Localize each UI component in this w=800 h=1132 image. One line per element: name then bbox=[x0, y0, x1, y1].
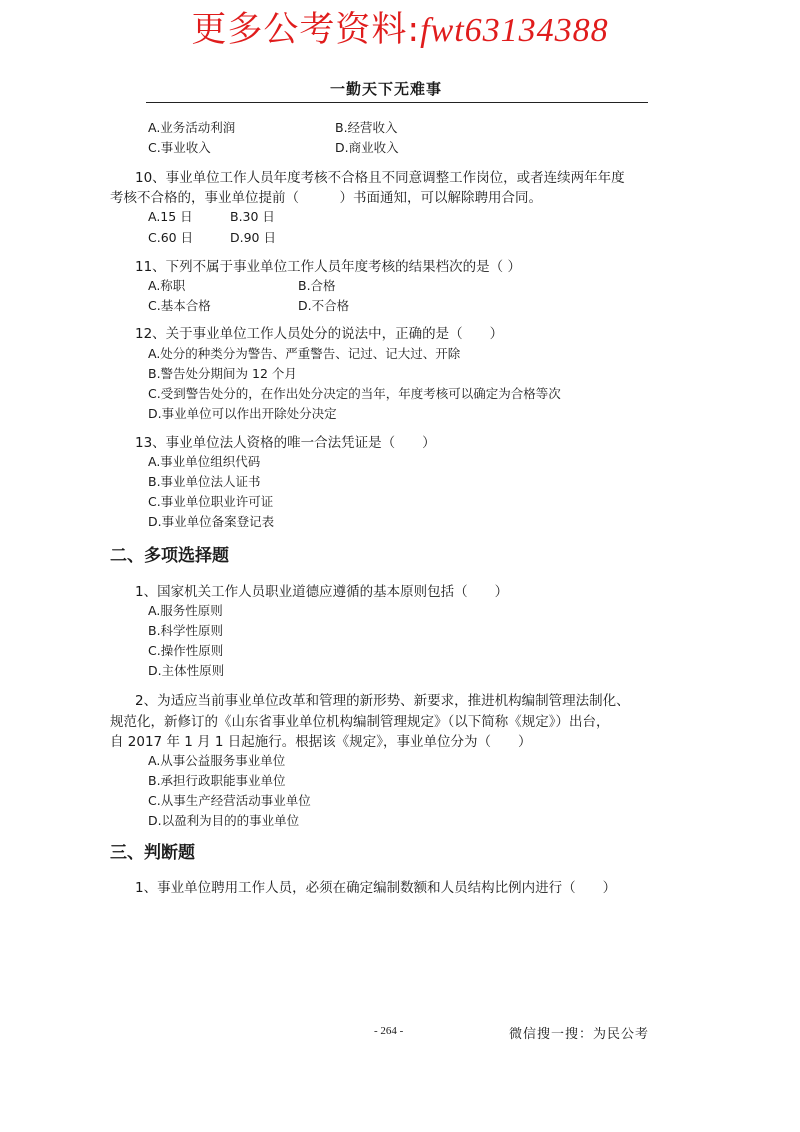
q12-text: 12、关于事业单位工作人员处分的说法中，正确的是（ ） bbox=[135, 326, 504, 342]
q12-option-d: D.事业单位可以作出开除处分决定 bbox=[148, 406, 337, 421]
q12-option-b: B.警告处分期间为 12 个月 bbox=[148, 366, 297, 381]
promo-banner-cn: 更多公考资料: bbox=[191, 10, 421, 50]
q13-option-d: D.事业单位备案登记表 bbox=[148, 514, 275, 529]
q11-text: 11、下列不属于事业单位工作人员年度考核的结果档次的是（ ） bbox=[135, 259, 521, 275]
m2-option-a: A.从事公益服务事业单位 bbox=[148, 753, 286, 768]
m1-option-c: C.操作性原则 bbox=[148, 643, 224, 658]
q12-option-c: C.受到警告处分的，在作出处分决定的当年，年度考核可以确定为合格等次 bbox=[148, 386, 561, 401]
q13-option-a: A.事业单位组织代码 bbox=[148, 454, 261, 469]
q11-option-d: D.不合格 bbox=[298, 298, 350, 313]
q11-option-c: C.基本合格 bbox=[148, 298, 211, 313]
section-multiple-choice-title: 二、多项选择题 bbox=[110, 546, 229, 566]
q10-option-b: B.30 日 bbox=[230, 209, 275, 224]
q10-text-line2: 考核不合格的，事业单位提前（ ）书面通知，可以解除聘用合同。 bbox=[110, 190, 542, 206]
m2-option-c: C.从事生产经营活动事业单位 bbox=[148, 793, 311, 808]
q13-option-c: C.事业单位职业许可证 bbox=[148, 494, 274, 509]
q13-option-b: B.事业单位法人证书 bbox=[148, 474, 261, 489]
q11-option-b: B.合格 bbox=[298, 278, 336, 293]
footer-wechat-note: 微信搜一搜：为民公考 bbox=[509, 1027, 650, 1042]
q10-option-c: C.60 日 bbox=[148, 230, 194, 245]
q13-text: 13、事业单位法人资格的唯一合法凭证是（ ） bbox=[135, 435, 436, 451]
m1-text: 1、国家机关工作人员职业道德应遵循的基本原则包括（ ） bbox=[135, 584, 509, 600]
promo-banner bbox=[0, 2, 800, 52]
q9-option-c: C.事业收入 bbox=[148, 140, 211, 155]
m2-option-d: D.以盈利为目的的事业单位 bbox=[148, 813, 300, 828]
q10-option-d: D.90 日 bbox=[230, 230, 276, 245]
q9-option-b: B.经营收入 bbox=[335, 120, 398, 135]
m2-text-line3: 自 2017 年 1 月 1 日起施行。根据该《规定》，事业单位分为（ ） bbox=[110, 734, 532, 750]
promo-banner-id: fwt63134388 bbox=[420, 12, 609, 49]
m1-option-d: D.主体性原则 bbox=[148, 663, 225, 678]
m1-option-a: A.服务性原则 bbox=[148, 603, 223, 618]
q11-option-a: A.称职 bbox=[148, 278, 186, 293]
j1-text: 1、事业单位聘用工作人员，必须在确定编制数额和人员结构比例内进行（ ） bbox=[135, 880, 617, 896]
q9-option-a: A.业务活动利润 bbox=[148, 120, 236, 135]
m2-option-b: B.承担行政职能事业单位 bbox=[148, 773, 286, 788]
q10-text-line1: 10、事业单位工作人员年度考核不合格且不同意调整工作岗位，或者连续两年年度 bbox=[135, 170, 625, 186]
q12-option-a: A.处分的种类分为警告、严重警告、记过、记大过、开除 bbox=[148, 346, 461, 361]
m2-text-line1: 2、为适应当前事业单位改革和管理的新形势、新要求，推进机构编制管理法制化、 bbox=[135, 693, 630, 709]
q10-option-a: A.15 日 bbox=[148, 209, 193, 224]
section-true-false-title: 三、判断题 bbox=[110, 843, 195, 863]
running-header-title: 一勤天下无难事 bbox=[330, 80, 443, 98]
m1-option-b: B.科学性原则 bbox=[148, 623, 224, 638]
m2-text-line2: 规范化，新修订的《山东省事业单位机构编制管理规定》（以下简称《规定》）出台， bbox=[110, 714, 610, 730]
page-number: - 264 - bbox=[374, 1025, 404, 1037]
header-rule bbox=[146, 102, 648, 103]
q9-option-d: D.商业收入 bbox=[335, 140, 399, 155]
